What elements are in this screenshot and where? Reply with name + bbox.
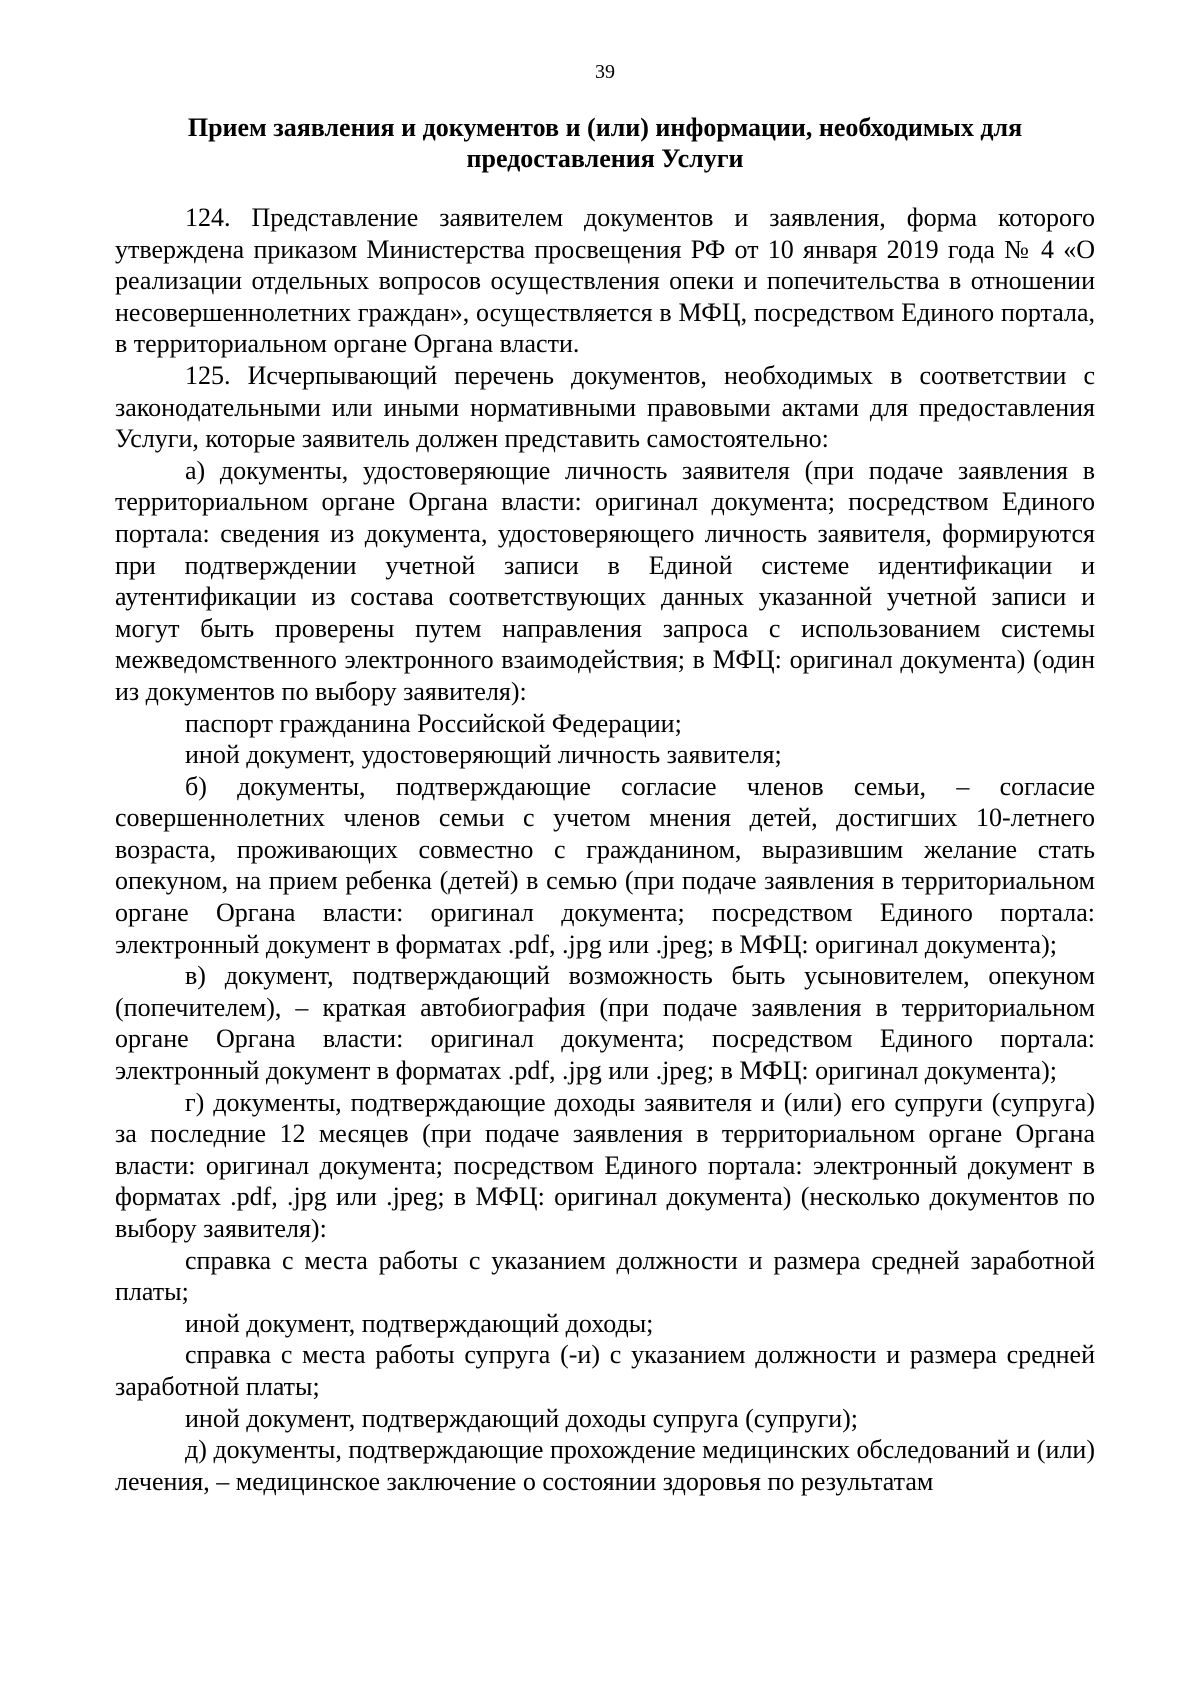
list-subitem-other-id: иной документ, удостоверяющий личность заявителя; xyxy=(185,740,782,770)
list-subitem-spouse-work-certificate: справка с места работы супруга (-и) с указанием должности и размера средней заработной платы; xyxy=(115,1340,1095,1401)
document-page xyxy=(115,60,1095,1497)
list-item-b: б) документы, подтверждающие согласие членов семьи, – согласие совершеннолетних членов семьи с учетом мнения детей, достигших 10-летнего возраста, проживающих совместно с гражданином, выразившим желание стать опекуном, на прием ребенка (детей) в семью (при подаче заявления в территориальном органе Органа власти: оригинал документа; посредством Единого портала: электронный документ в форматах .pdf, .jpg или .jpeg; в МФЦ: оригинал документа); xyxy=(115,771,1095,959)
list-subitem-work-certificate: справка с места работы с указанием должности и размера средней заработной платы; xyxy=(115,1245,1095,1307)
list-subitem-passport: паспорт гражданина Российской Федерации; xyxy=(185,708,682,738)
section-title: Прием заявления и документов и (или) информации, необходимых для предоставления Услуги xyxy=(187,113,1023,173)
page-number: 39 xyxy=(595,61,615,83)
list-item-d: д) документы, подтверждающие прохождение медицинских обследований и (или) лечения, – медицинское заключение о состоянии здоровья по результатам xyxy=(115,1435,1095,1496)
list-subitem-income-document: иной документ, подтверждающий доходы; xyxy=(185,1308,654,1338)
paragraph-125: 125. Исчерпывающий перечень документов, необходимых в соответствии с законодательными или иными нормативными правовыми актами для предоставления Услуги, которые заявитель должен представить самостоятельно: xyxy=(115,360,1095,454)
list-item-g: г) документы, подтверждающие доходы заявителя и (или) его супруги (супруга) за последние 12 месяцев (при подаче заявления в территориальном органе Органа власти: оригинал документа; посредством Единого портала: электронный документ в форматах .pdf, .jpg или .jpeg; в МФЦ: оригинал документа) (несколько документов по выбору заявителя): xyxy=(115,1087,1095,1243)
list-item-v: в) документ, подтверждающий возможность быть усыновителем, опекуном (попечителем), – краткая автобиография (при подаче заявления в территориальном органе Органа власти: оригинал документа; посредством Единого портала: электронный документ в форматах .pdf, .jpg или .jpeg; в МФЦ: оригинал документа); xyxy=(115,961,1095,1086)
list-subitem-spouse-income-document: иной документ, подтверждающий доходы супруга (супруги); xyxy=(185,1403,859,1433)
paragraph-124: 124. Представление заявителем документов и заявления, форма которого утверждена приказом Министерства просвещения РФ от 10 января 2019 года № 4 «О реализации отдельных вопросов осуществления опеки и попечительства в отношении несовершеннолетних граждан», осуществляется в МФЦ, посредством Единого портала, в территориальном органе Органа власти. xyxy=(115,203,1095,359)
list-item-a: а) документы, удостоверяющие личность заявителя (при подаче заявления в территориальном органе Органа власти: оригинал документа; посредством Единого портала: сведения из документа, удостоверяющего личность заявителя, формируются при подтверждении учетной записи в Единой системе идентификации и аутентификации из состава соответствующих данных указанной учетной записи и могут быть проверены путем направления запроса с использованием системы межведомственного электронного взаимодействия; в МФЦ: оригинал документа) (один из документов по выбору заявителя): xyxy=(115,455,1095,706)
